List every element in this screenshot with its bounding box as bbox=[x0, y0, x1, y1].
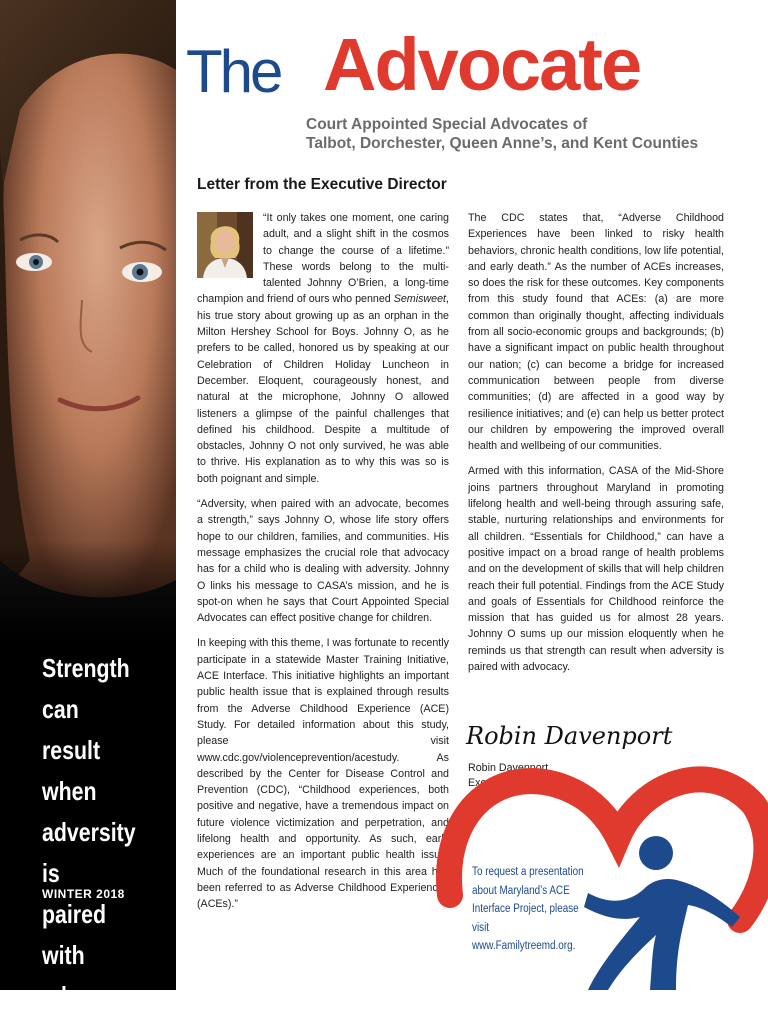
masthead-advocate: Advocate bbox=[323, 23, 641, 106]
masthead bbox=[186, 20, 756, 112]
letter-column-left bbox=[197, 210, 449, 921]
letter-paragraph-3: In keeping with this theme, I was fortunate to recently participate in a statewide Master Training Initiative, ACE Interface. This initiative highlights an important public health issue that is explained through results from the Adverse Childhood Experience (ACE) Study. For detailed information about this study, please visit www.cdc.gov/violenceprevention/acestudy. As described by the Center for Disease Control and Prevention (CDC), “Childhood experiences, both positive and negative, have a tremendous impact on future violence victimization and perpetration, and lifelong health and opportunity. As such, early experiences are an important public health issue. Much of the foundational research in this area has been referred to as Adverse Childhood Experiences (ACEs).” bbox=[197, 637, 449, 911]
cover-photo-column bbox=[0, 0, 176, 1011]
letter-column-right bbox=[468, 210, 724, 684]
letter-paragraph-1 bbox=[197, 210, 449, 487]
signer-name: Robin Davenport bbox=[468, 762, 549, 774]
letter-paragraph-4: The CDC states that, “Adverse Childhood Experiences have been linked to risky health behaviors, chronic health conditions, low life potential, and early death.” As the number of ACEs increases, so does the risk for these outcomes. Key components from this study found that ACEs: (a) are more common than originally thought, affecting individuals from all socio-economic groups and backgrounds; (b) have a significant impact on public health throughout our nation; (c) can become a bridge for increased communication between people from diverse communities; (d) are affected in a good way by resilience initiatives; and (e) can help us better protect our children by empowering the improved overall health and wellbeing of our communities. bbox=[468, 212, 724, 453]
letter-paragraph-5: Armed with this information, CASA of the Mid-Shore joins partners throughout Maryland in promoting lifelong health and well-being through assuring safe, stable, nurturing relationships and environments for all children. “Essentials for Childhood,” can have a positive impact on a broad range of health problems and on the development of skills that will help children reach their full potential. Findings from the ACE Study and goals of Essentials for Childhood reinforce the mission that has guided us for almost 28 years. Johnny O sums up our mission eloquently when he reminds us that strength can result when adversity is paired with advocacy. bbox=[468, 465, 724, 674]
pull-quote: Strength can result when adversity is paired with advocacy. bbox=[42, 653, 144, 1011]
masthead-the: The bbox=[186, 38, 281, 105]
issue-date: WINTER 2018 bbox=[42, 887, 125, 901]
signature-script: Robin Davenport bbox=[466, 722, 673, 750]
letter-paragraph-1-text-a: “It only takes one moment, one caring adult, and a slight shift in the cosmos to change the course of a lifetime.” These words belong to the multi-talented Johnny O’Brien, a long-time champion and friend of ours who penned bbox=[197, 212, 449, 306]
girl-portrait-photo bbox=[0, 0, 176, 640]
letter-title: Letter from the Executive Director bbox=[197, 176, 447, 193]
subtitle-line-2: Talbot, Dorchester, Queen Anne’s, and Kent Counties bbox=[306, 135, 699, 152]
director-portrait-photo bbox=[197, 212, 253, 278]
book-title: Semisweet bbox=[393, 293, 447, 306]
subtitle-line-1: Court Appointed Special Advocates of bbox=[306, 116, 588, 133]
letter-paragraph-2: “Adversity, when paired with an advocate, becomes a strength,” says Johnny O, whose life story offers hope to our children, families, and communities. His message emphasizes the crucial role that advocacy has for a child who is dealing with adversity. Johnny O links his message to CASA’s mission, and he is spot-on when he says that Court Appointed Special Advocates can effect positive change for children. bbox=[197, 498, 449, 625]
presentation-request-note: To request a presentation about Maryland’s ACE Interface Project, please visit www.Familytreemd.org. bbox=[472, 866, 584, 952]
letter-paragraph-1-text-b: , his true story about growing up as an orphan in the Milton Hershey School for Boys. Johnny O, as he prefers to be called, honored us by speaking at our Celebration of Children Holiday Luncheon in December. Eloquent, courageously honest, and natural at the microphone, Johnny O allowed listeners a glimpse of the painful challenges that defined his childhood. Despite a multitude of obstacles, Johnny O not only survived, he was able to thrive. His explanation as to why this was so is both poignant and simple. bbox=[197, 293, 449, 485]
masthead-subtitle bbox=[306, 115, 746, 153]
signer-title: Executive Director bbox=[468, 777, 555, 789]
